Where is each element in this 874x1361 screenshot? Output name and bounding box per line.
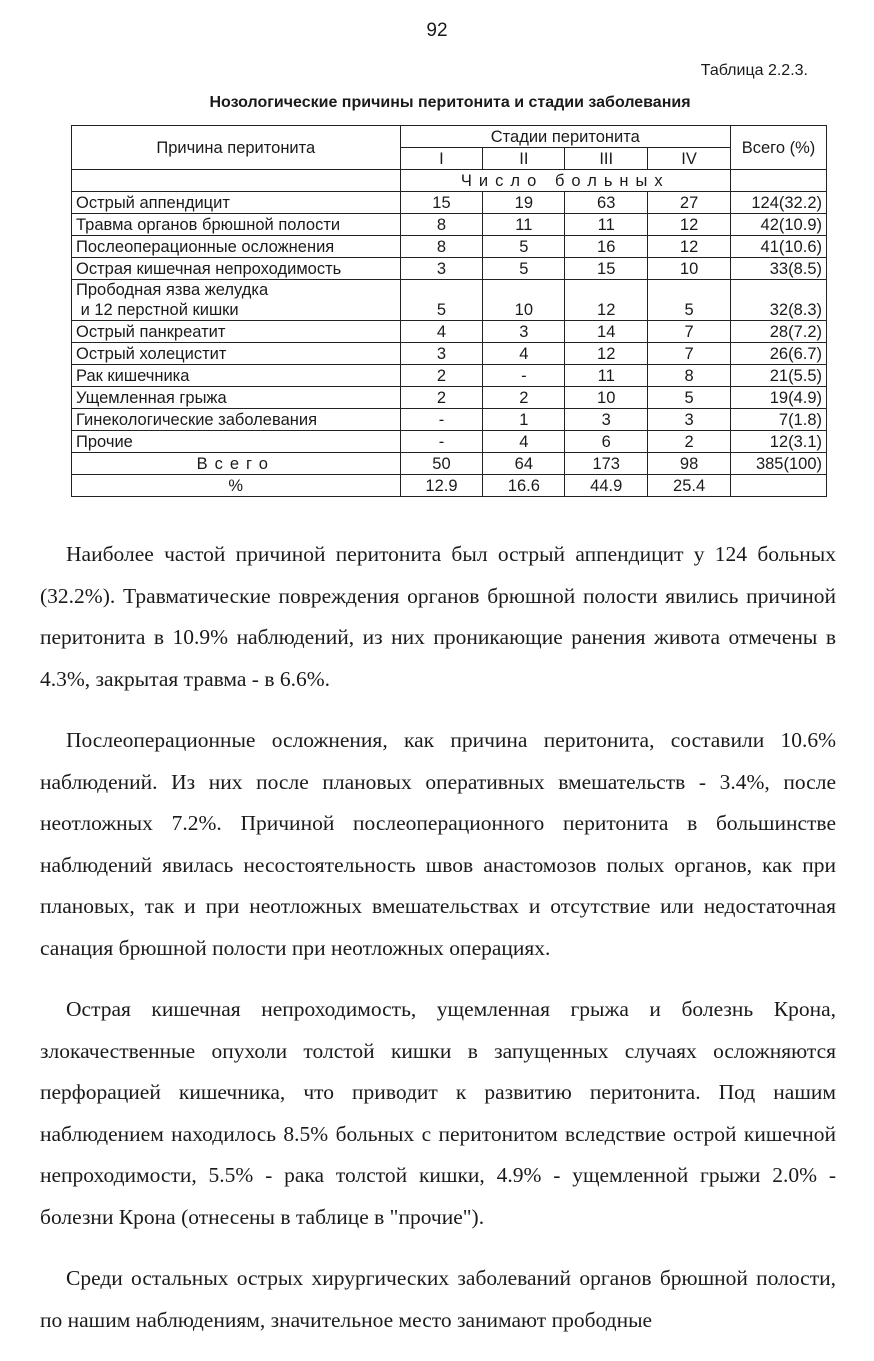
value-cell: 12 (648, 214, 731, 236)
header-empty-cell (731, 170, 827, 192)
value-cell: 3 (648, 409, 731, 431)
value-cell: 11 (483, 214, 565, 236)
value-cell: 5 (483, 258, 565, 280)
cause-cell: Острый панкреатит (72, 321, 401, 343)
value-cell: 5 (648, 387, 731, 409)
value-cell: - (400, 431, 483, 453)
value-cell: 173 (565, 453, 648, 475)
value-cell: 16.6 (483, 475, 565, 497)
value-cell: 12.9 (400, 475, 483, 497)
cause-cell: Ущемленная грыжа (72, 387, 401, 409)
value-cell: 8 (400, 236, 483, 258)
table-row (72, 214, 827, 236)
cause-cell: Гинекологические заболевания (72, 409, 401, 431)
cause-cell: Послеоперационные осложнения (72, 236, 401, 258)
paragraph: Среди остальных острых хирургических заболеваний органов брюшной полости, по нашим наблюдениям, значительное место занимают прободные (40, 1266, 836, 1332)
value-cell: 2 (648, 431, 731, 453)
value-cell: 15 (400, 192, 483, 214)
value-cell: 10 (565, 387, 648, 409)
value-cell: 10 (648, 258, 731, 280)
cause-line: и 12 перстной кишки (76, 301, 239, 319)
stage-label: I (400, 148, 483, 170)
value-cell: 3 (565, 409, 648, 431)
value-cell: 6 (565, 431, 648, 453)
value-cell: 7 (648, 343, 731, 365)
paragraph: Наиболее частой причиной перитонита был острый аппендицит у 124 больных (32.2%). Травматические повреждения органов брюшной полости явились причиной перитонита в 10.9% наблюдений, из них проникающие ранения живота отмечены в 4.3%, закрытая травма - в 6.6%. (40, 542, 836, 691)
total-cell: 28(7.2) (731, 321, 827, 343)
value-cell: 8 (648, 365, 731, 387)
stage-label: III (565, 148, 648, 170)
stage-label: II (483, 148, 565, 170)
total-row-label: Всего (72, 453, 401, 475)
cause-cell: Рак кишечника (72, 365, 401, 387)
table-row (72, 236, 827, 258)
value-cell: 5 (648, 280, 731, 321)
value-cell: 44.9 (565, 475, 648, 497)
value-cell: 11 (565, 214, 648, 236)
value-cell: 5 (483, 236, 565, 258)
total-cell: 32(8.3) (731, 280, 827, 321)
value-cell: 12 (565, 280, 648, 321)
value-cell: 7 (648, 321, 731, 343)
table-row (72, 365, 827, 387)
value-cell: 50 (400, 453, 483, 475)
value-cell: 19 (483, 192, 565, 214)
value-cell: 3 (400, 343, 483, 365)
table-row (72, 280, 827, 321)
value-cell: 14 (565, 321, 648, 343)
page-number: 92 (426, 20, 448, 41)
value-cell: 15 (565, 258, 648, 280)
table-percent-row (72, 475, 827, 497)
value-cell: 16 (565, 236, 648, 258)
value-cell: - (483, 365, 565, 387)
header-count: Число больных (400, 170, 731, 192)
total-cell (731, 475, 827, 497)
header-total: Всего (%) (731, 126, 827, 170)
header-cause: Причина перитонита (72, 126, 401, 170)
paragraph: Послеоперационные осложнения, как причина перитонита, составили 10.6% наблюдений. Из них после плановых оперативных вмешательств - 3.4%, после неотложных 7.2%. Причиной послеоперационного перитонита в большинстве наблюдений явилась несостоятельность швов анастомозов полых органов, как при плановых, так и при неотложных вмешательствах и отсутствие или недостаточная санация брюшной полости при неотложных операциях. (40, 728, 836, 960)
value-cell: 4 (483, 431, 565, 453)
stage-label: IV (648, 148, 731, 170)
value-cell: - (400, 409, 483, 431)
cause-cell: Травма органов брюшной полости (72, 214, 401, 236)
value-cell: 2 (400, 365, 483, 387)
total-cell: 33(8.5) (731, 258, 827, 280)
total-cell: 41(10.6) (731, 236, 827, 258)
value-cell: 63 (565, 192, 648, 214)
value-cell: 11 (565, 365, 648, 387)
table-title: Нозологические причины перитонита и стадии заболевания (209, 94, 691, 111)
value-cell: 27 (648, 192, 731, 214)
value-cell: 12 (648, 236, 731, 258)
value-cell: 4 (483, 343, 565, 365)
table-total-row (72, 453, 827, 475)
total-cell: 385(100) (731, 453, 827, 475)
value-cell: 25.4 (648, 475, 731, 497)
cause-cell: Острый холецистит (72, 343, 401, 365)
table-row (72, 387, 827, 409)
table-row (72, 321, 827, 343)
total-cell: 7(1.8) (731, 409, 827, 431)
cause-line: Прободная язва желудка (76, 281, 269, 299)
value-cell: 5 (400, 280, 483, 321)
table-row (72, 343, 827, 365)
total-cell: 19(4.9) (731, 387, 827, 409)
cause-cell: Острый аппендицит (72, 192, 401, 214)
value-cell: 2 (483, 387, 565, 409)
table-row (72, 409, 827, 431)
cause-cell: Острая кишечная непроходимость (72, 258, 401, 280)
value-cell: 8 (400, 214, 483, 236)
header-stages: Стадии перитонита (400, 126, 731, 148)
cause-cell: Прочие (72, 431, 401, 453)
data-table (71, 125, 827, 497)
body-text (40, 534, 836, 1361)
table-row (72, 192, 827, 214)
total-cell: 26(6.7) (731, 343, 827, 365)
value-cell: 10 (483, 280, 565, 321)
value-cell: 98 (648, 453, 731, 475)
total-cell: 42(10.9) (731, 214, 827, 236)
cause-cell (72, 280, 401, 321)
value-cell: 2 (400, 387, 483, 409)
total-cell: 21(5.5) (731, 365, 827, 387)
value-cell: 12 (565, 343, 648, 365)
total-cell: 12(3.1) (731, 431, 827, 453)
value-cell: 4 (400, 321, 483, 343)
header-empty-cell (72, 170, 401, 192)
value-cell: 1 (483, 409, 565, 431)
value-cell: 3 (400, 258, 483, 280)
value-cell: 3 (483, 321, 565, 343)
table-row (72, 258, 827, 280)
percent-row-label: % (72, 475, 401, 497)
value-cell: 64 (483, 453, 565, 475)
table-label: Таблица 2.2.3. (700, 62, 808, 79)
paragraph: Острая кишечная непроходимость, ущемленная грыжа и болезнь Крона, злокачественные опухоли толстой кишки в запущенных случаях осложняются перфорацией кишечника, что приводит к развитию перитонита. Под нашим наблюдением находилось 8.5% больных с перитонитом вследствие острой кишечной непроходимости, 5.5% - рака толстой кишки, 4.9% - ущемленной грыжи 2.0% - болезни Крона (отнесены в таблице в "прочие"). (40, 997, 836, 1229)
table-row (72, 431, 827, 453)
total-cell: 124(32.2) (731, 192, 827, 214)
